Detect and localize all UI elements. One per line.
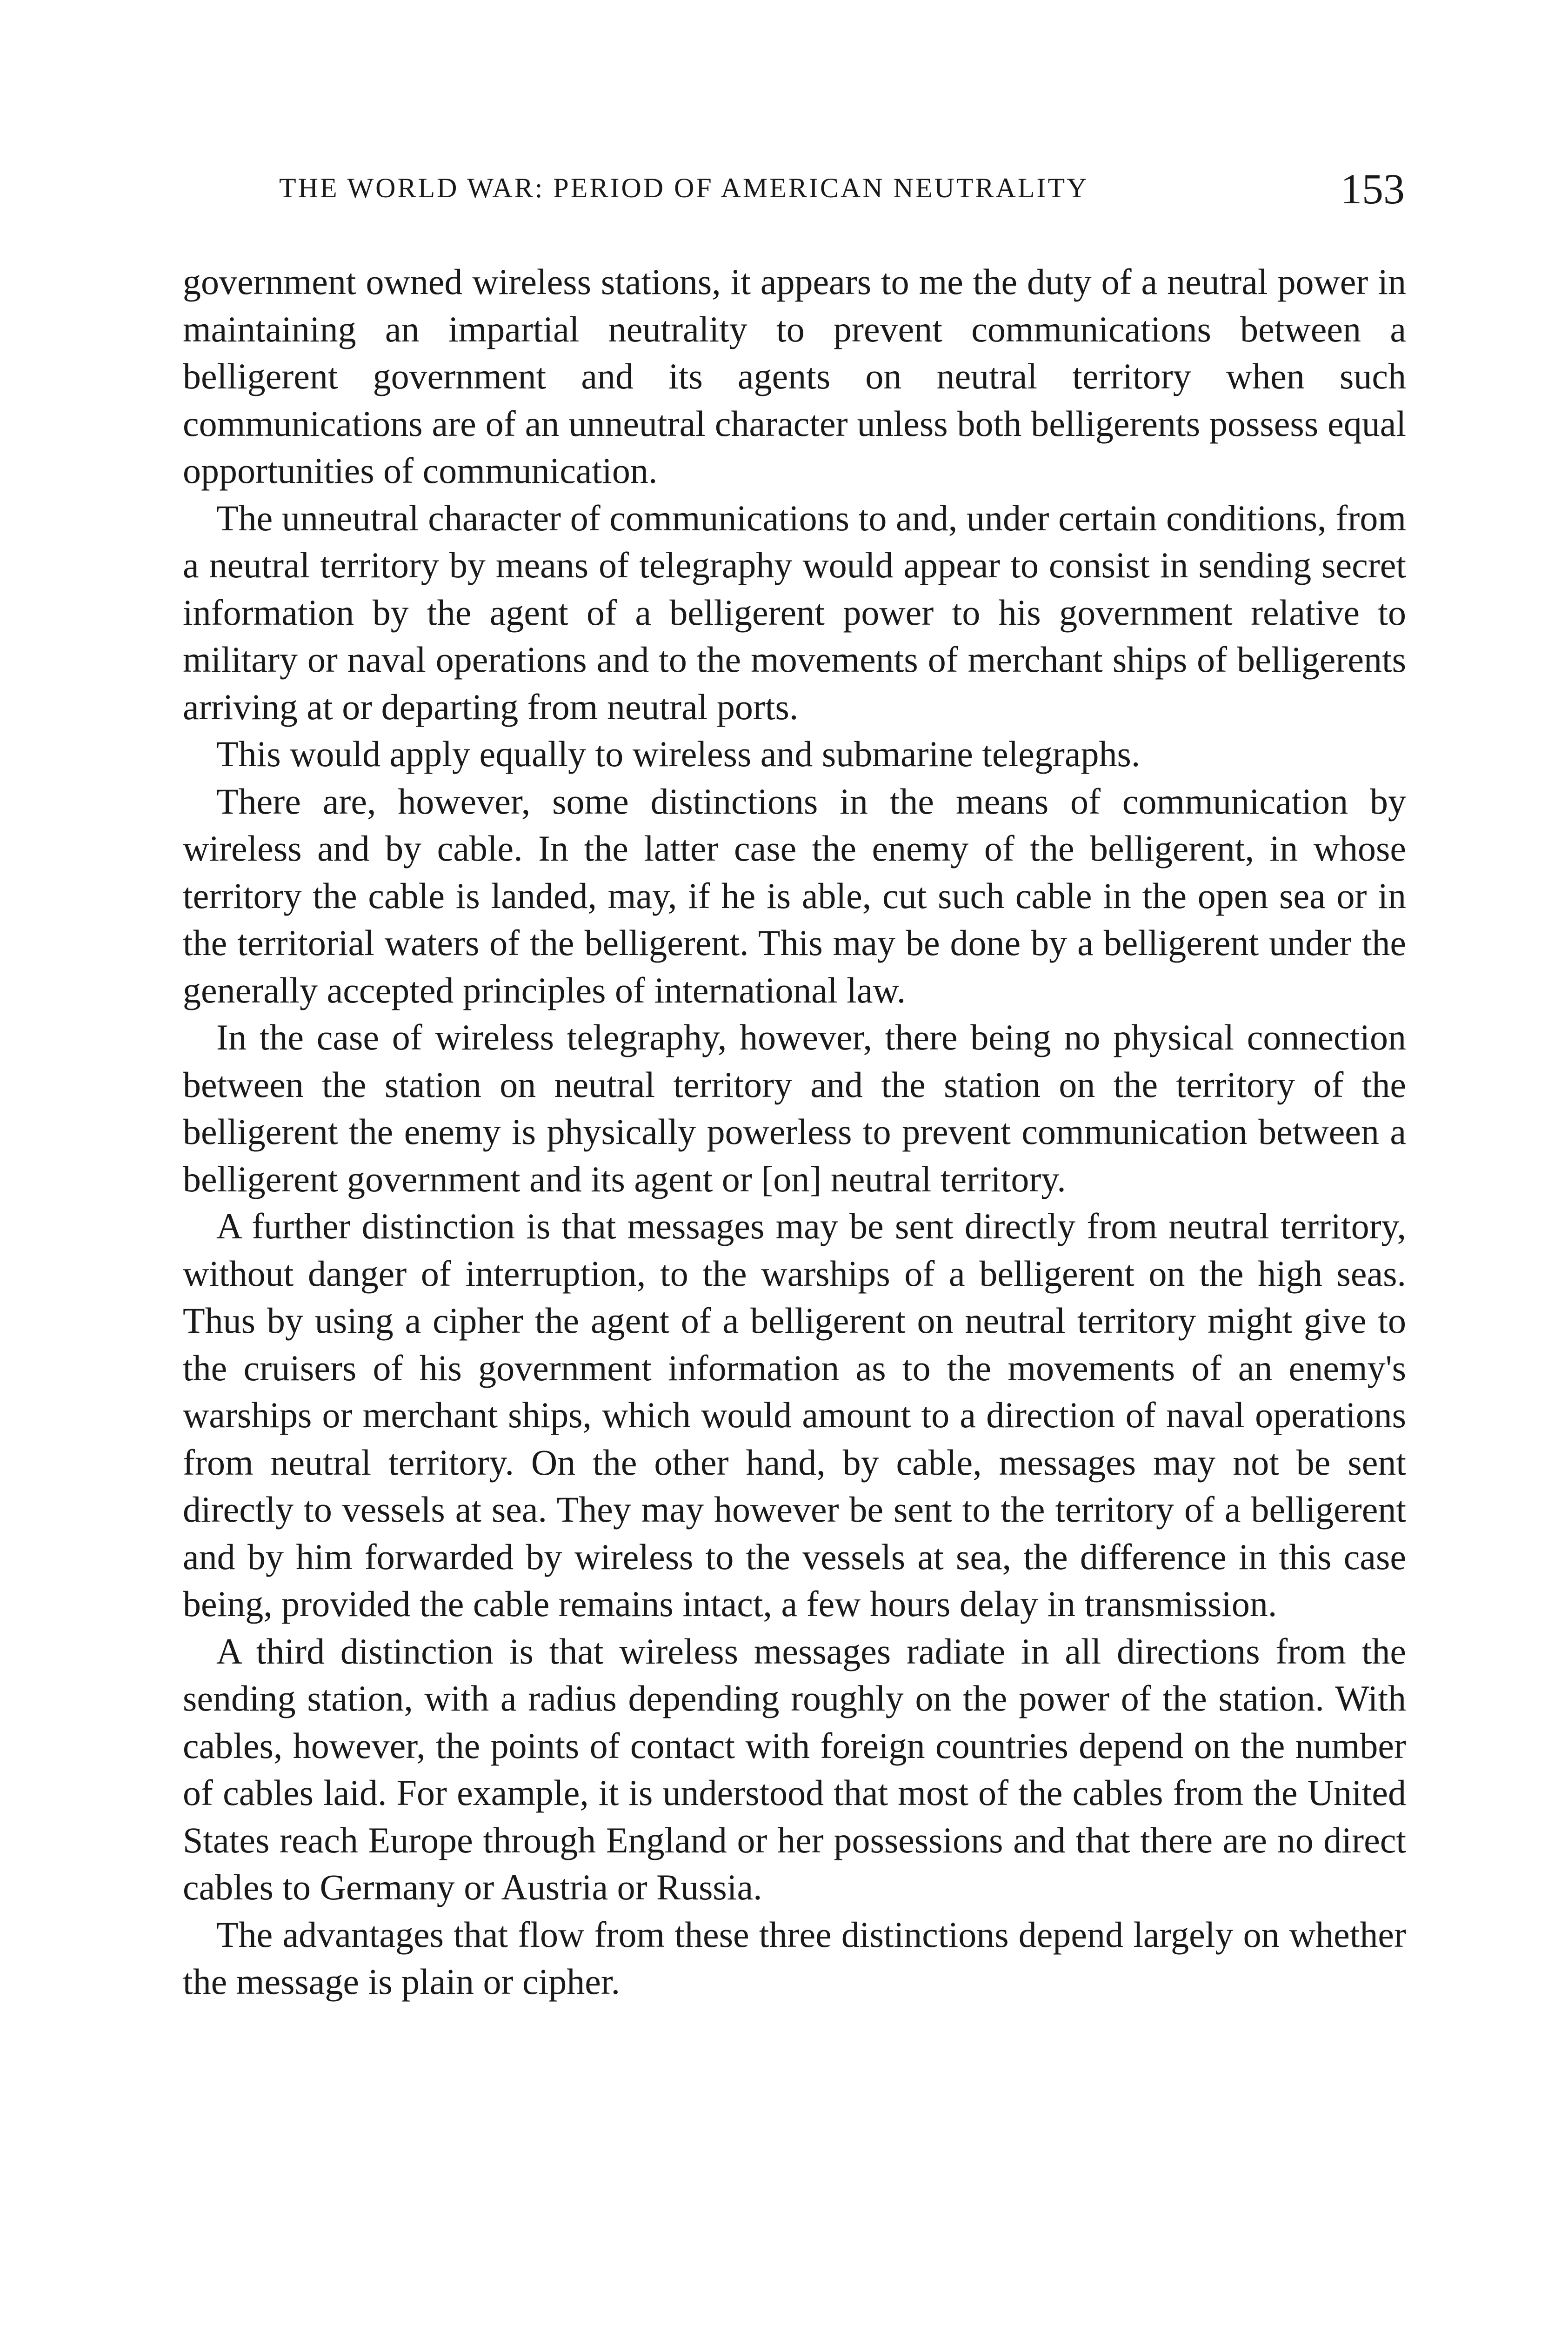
page-number: 153 bbox=[1341, 165, 1405, 213]
paragraph: There are, however, some distinctions in the means of communication by wireless and by cable. In the latter case the enemy of the belligerent, in whose territory the cable is landed, may, if he is able, cut such cable in the open sea or in the territorial waters of the belligerent. This may be done by a belligerent under the generally accepted principles of international law. bbox=[183, 781, 1406, 1010]
paragraph: A third distinction is that wireless messages radiate in all directions from the sending station, with a radius depending roughly on the power of the station. With cables, however, the points of contact with foreign countries depend on the number of cables laid. For example, it is understood that most of the cables from the United States reach Europe through England or her possessions and that there are no direct cables to Germany or Austria or Russia. bbox=[183, 1631, 1406, 1907]
paragraph: The unneutral character of communications to and, under certain conditions, from a neutral territory by means of telegraphy would appear to consist in sending secret information by the agent of a belligerent power to his government relative to military or naval operations and to the movements of merchant ships of belligerents arriving at or departing from neutral ports. bbox=[183, 497, 1406, 727]
paragraph: This would apply equally to wireless and submarine telegraphs. bbox=[216, 734, 1141, 774]
running-head bbox=[279, 167, 1405, 219]
body-text bbox=[183, 258, 1406, 2005]
paragraph: government owned wireless stations, it appears to me the duty of a neutral power in maintaining an impartial neutrality to prevent communications between a belligerent government and its agents on neutral territory when such communications are of an unneutral character unless both belligerents possess equal opportunities of communication. bbox=[183, 261, 1406, 491]
paragraph: A further distinction is that messages may be sent directly from neutral territory, without danger of interruption, to the warships of a belligerent on the high seas. Thus by using a cipher the agent of a belligerent on neutral territory might give to the cruisers of his government information as to the movements of an enemy's warships or merchant ships, which would amount to a direction of naval operations from neutral territory. On the other hand, by cable, messages may not be sent directly to vessels at sea. They may however be sent to the territory of a belligerent and by him forwarded by wireless to the vessels at sea, the difference in this case being, provided the cable remains intact, a few hours delay in transmission. bbox=[183, 1206, 1406, 1624]
paragraph: The advantages that flow from these three distinctions depend largely on whether the message is plain or cipher. bbox=[183, 1914, 1406, 2002]
running-title: THE WORLD WAR: PERIOD OF AMERICAN NEUTRALITY bbox=[279, 173, 1089, 203]
paragraph: In the case of wireless telegraphy, however, there being no physical connection between the station on neutral territory and the station on the territory of the belligerent the enemy is physically powerless to prevent communication between a belligerent government and its agent or [on] neutral territory. bbox=[183, 1017, 1406, 1199]
